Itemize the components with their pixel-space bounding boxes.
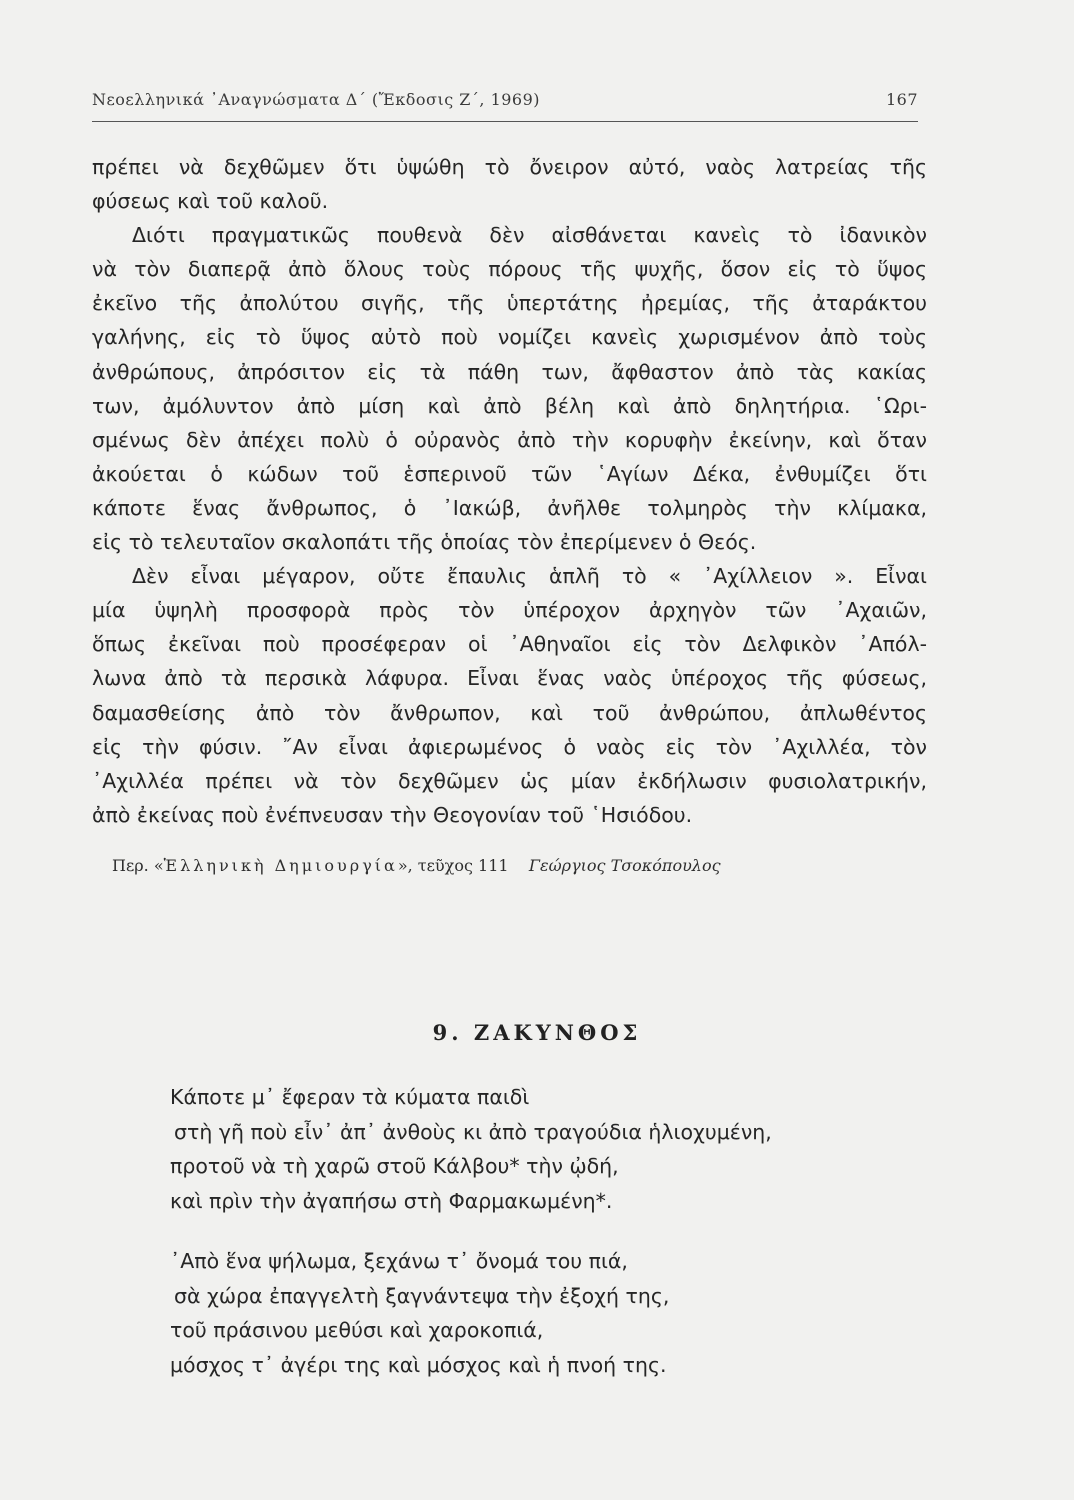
paragraph-3-line-6: εἰς τὴν φύσιν. ῎Αν εἶναι ἀφιερωμένος ὁ ναὸς εἰς τὸν ᾿Αχιλλέα, τὸν — [92, 734, 927, 759]
source-issue: », τεῦχος 111 — [397, 856, 509, 875]
source-citation — [112, 856, 912, 875]
paragraph-2-line-8: ἀκούεται ὁ κώδων τοῦ ἑσπερινοῦ τῶν ῾Αγίων Δέκα, ἐνθυμίζει ὅτι — [92, 461, 927, 486]
poem-stanza-2 — [170, 1244, 930, 1382]
page-number: 167 — [885, 90, 918, 109]
source-periodical: Ἑλληνικὴ Δημιουργία — [163, 856, 398, 875]
paragraph-3-line-4: λωνα ἀπὸ τὰ περσικὰ λάφυρα. Εἶναι ἕνας ναὸς ὑπέροχος τῆς φύσεως, — [92, 666, 927, 691]
poem-line: στὴ γῆ ποὺ εἶν᾿ ἀπ᾿ ἀνθοὺς κι ἀπὸ τραγούδια ἡλιοχυμένη, — [174, 1119, 772, 1144]
paragraph-2-line-5: ἀνθρώπους, ἀπρόσιτον εἰς τὰ πάθη των, ἄφθαστον ἀπὸ τὰς κακίας — [92, 359, 927, 384]
prose-body — [92, 150, 927, 832]
section-heading: 9. ΖΑΚΥΝΘΟΣ — [432, 1020, 642, 1045]
paragraph-3-line-3: ὅπως ἐκεῖναι ποὺ προσέφεραν οἱ ᾿Αθηναῖοι εἰς τὸν Δελφικὸν ᾿Απόλ- — [92, 632, 927, 657]
paragraph-2-line-2: νὰ τὸν διαπερᾷ ἀπὸ ὅλους τοὺς πόρους τῆς ψυχῆς, ὅσον εἰς τὸ ὕψος — [92, 257, 927, 282]
poem-line: σὰ χώρα ἐπαγγελτὴ ξαγνάντεψα τὴν ἐξοχή της, — [174, 1283, 670, 1308]
paragraph-3-line-5: δαμασθείσης ἀπὸ τὸν ἄνθρωπον, καὶ τοῦ ἀνθρώπου, ἀπλωθέντος — [92, 700, 927, 725]
source-author: Γεώργιος Τσοκόπουλος — [528, 856, 721, 875]
poem — [170, 1080, 930, 1408]
running-head — [92, 90, 918, 109]
paragraph-3-line-7: ᾿Αχιλλέα πρέπει νὰ τὸν δεχθῶμεν ὡς μίαν ἐκδήλωσιν φυσιολατρικήν, — [92, 768, 927, 793]
paragraph-1-line-2: φύσεως καὶ τοῦ καλοῦ. — [92, 189, 329, 214]
header-rule — [92, 121, 918, 122]
paragraph-3-line-1: Δὲν εἶναι μέγαρον, οὔτε ἔπαυλις ἁπλῆ τὸ « ᾿Αχίλλειον ». Εἶναι — [132, 564, 927, 589]
paragraph-2-line-9: κάποτε ἕνας ἄνθρωπος, ὁ ᾿Ιακώβ, ἀνῆλθε τολμηρὸς τὴν κλίμακα, — [92, 495, 927, 520]
poem-line: τοῦ πράσινου μεθύσι καὶ χαροκοπιά, — [170, 1318, 544, 1342]
paragraph-2-line-3: ἐκεῖνο τῆς ἀπολύτου σιγῆς, τῆς ὑπερτάτης ἠρεμίας, τῆς ἀταράκτου — [92, 291, 927, 316]
paragraph-2-line-7: σμένως δὲν ἀπέχει πολὺ ὁ οὐρανὸς ἀπὸ τὴν κορυφὴν ἐκείνην, καὶ ὅταν — [92, 427, 927, 452]
paragraph-3-line-8: ἀπὸ ἐκείνας ποὺ ἐνέπνευσαν τὴν Θεογονίαν τοῦ ῾Ησιόδου. — [92, 802, 693, 827]
poem-line: Κάποτε μ᾿ ἔφεραν τὰ κύματα παιδὶ — [170, 1085, 530, 1109]
paragraph-2-line-1: Διότι πραγματικῶς πουθενὰ δὲν αἰσθάνεται κανεὶς τὸ ἰδανικὸν — [132, 223, 927, 248]
paragraph-3-line-2: μία ὑψηλὴ προσφορὰ πρὸς τὸν ὑπέροχον ἀρχηγὸν τῶν ᾿Αχαιῶν, — [92, 598, 927, 623]
running-head-title: Νεοελληνικά ᾿Αναγνώσματα Δ΄ (Ἔκδοσις Ζ΄, 1969) — [92, 90, 541, 109]
poem-line: μόσχος τ᾿ ἀγέρι της καὶ μόσχος καὶ ἡ πνοή της. — [170, 1352, 667, 1377]
paragraph-2-line-6: των, ἀμόλυντον ἀπὸ μίση καὶ ἀπὸ βέλη καὶ ἀπὸ δηλητήρια. ῾Ωρι- — [92, 393, 927, 418]
poem-line: προτοῦ νὰ τὴ χαρῶ στοῦ Κάλβου* τὴν ᾠδή, — [170, 1154, 619, 1178]
paragraph-1-line-1: πρέπει νὰ δεχθῶμεν ὅτι ὑψώθη τὸ ὄνειρον αὐτό, ναὸς λατρείας τῆς — [92, 155, 927, 179]
paragraph-2-line-10: εἰς τὸ τελευταῖον σκαλοπάτι τῆς ὁποίας τὸν ἐπερίμενεν ὁ Θεός. — [92, 530, 757, 555]
poem-stanza-1 — [170, 1080, 930, 1218]
paragraph-2-line-4: γαλήνης, εἰς τὸ ὕψος αὐτὸ ποὺ νομίζει κανεὶς χωρισμένον ἀπὸ τοὺς — [92, 325, 927, 350]
poem-line: ᾿Απὸ ἕνα ψήλωμα, ξεχάνω τ᾿ ὄνομά του πιά, — [170, 1249, 628, 1273]
poem-line: καὶ πρὶν τὴν ἀγαπήσω στὴ Φαρμακωμένη*. — [170, 1188, 613, 1213]
source-prefix: Περ. « — [112, 856, 164, 875]
